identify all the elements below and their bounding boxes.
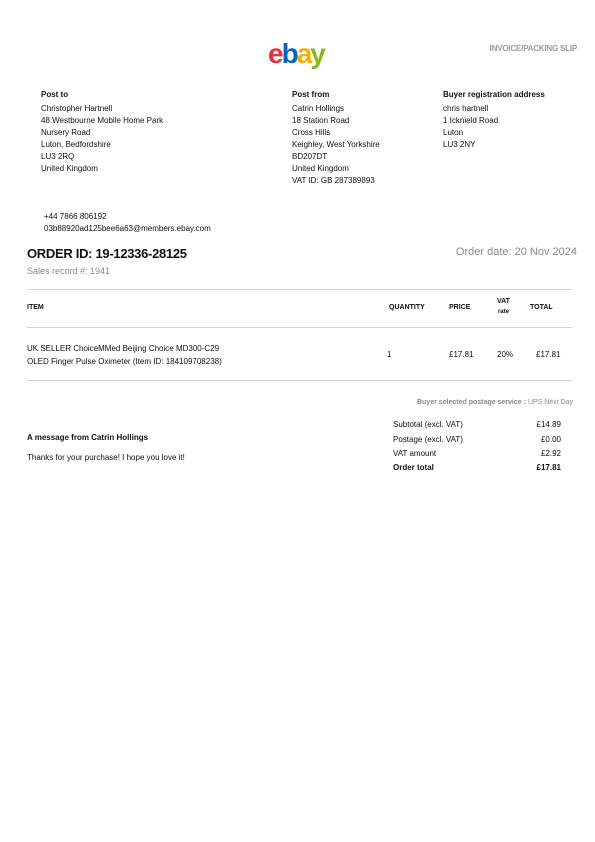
post-to-line: 48 Westbourne Mobile Home Park xyxy=(41,116,164,125)
column-header-vat-rate-line2: rate xyxy=(497,309,509,315)
table-header-divider xyxy=(27,327,572,328)
subtotal-row xyxy=(393,420,561,429)
sales-record: Sales record #: 1941 xyxy=(27,266,111,276)
vat-amount-label: VAT amount xyxy=(393,449,437,458)
post-from-line: Catrin Hollings xyxy=(292,104,345,113)
post-from-line: 18 Station Road xyxy=(292,116,350,125)
buyer-registration-line: chris hartnell xyxy=(443,104,489,113)
buyer-registration-line: Luton xyxy=(443,128,464,137)
item-total: £17.81 xyxy=(536,350,561,359)
postage-value: £0.00 xyxy=(540,435,561,444)
seller-message-heading: A message from Catrin Hollings xyxy=(27,433,149,442)
postage-row xyxy=(393,435,561,444)
order-id: ORDER ID: 19-12336-28125 xyxy=(27,246,187,261)
post-from-line: Cross Hills xyxy=(292,128,331,137)
table-top-divider xyxy=(27,289,572,290)
ebay-logo xyxy=(268,40,324,68)
order-total-label: Order total xyxy=(393,463,434,472)
postage-service-label: Buyer selected postage service : xyxy=(416,399,526,406)
document-type: INVOICE/PACKING SLIP xyxy=(489,44,577,53)
post-to-line: LU3 2RQ xyxy=(41,152,75,161)
post-to-line: Nursery Road xyxy=(41,128,91,137)
table-bottom-divider xyxy=(27,380,572,381)
buyer-registration-block xyxy=(443,89,545,151)
column-header-quantity: QUANTITY xyxy=(389,304,425,311)
post-from-heading: Post from xyxy=(292,90,330,99)
subtotal-value: £14.89 xyxy=(536,420,561,429)
post-to-heading: Post to xyxy=(41,90,69,99)
vat-amount-value: £2.92 xyxy=(540,449,561,458)
column-header-vat-rate xyxy=(497,297,510,317)
column-header-total: TOTAL xyxy=(530,304,553,311)
column-header-vat-rate-line1: VAT xyxy=(497,298,510,305)
buyer-phone: +44 7866 806192 xyxy=(44,212,107,221)
post-to-line: Luton, Bedfordshire xyxy=(41,140,111,149)
item-vat-rate: 20% xyxy=(497,350,514,359)
post-from-vat-id: VAT ID: GB 287389893 xyxy=(292,176,375,185)
logo-letter-a: a xyxy=(296,38,311,69)
column-header-item: ITEM xyxy=(27,304,44,311)
order-total-value: £17.81 xyxy=(536,463,561,472)
post-from-line: Keighley, West Yorkshire xyxy=(292,140,380,149)
order-date: Order date: 20 Nov 2024 xyxy=(455,246,577,258)
postage-service-value: UPS Next Day xyxy=(527,399,573,406)
post-from-line: United Kingdom xyxy=(292,164,349,173)
item-title-line1: UK SELLER ChoiceMMed Beijing Choice MD300-C29 xyxy=(27,344,220,353)
logo-letter-b: b xyxy=(281,38,297,69)
item-quantity: 1 xyxy=(387,350,392,359)
post-from-block xyxy=(292,89,380,187)
order-total-row xyxy=(393,463,561,472)
table-row-item xyxy=(27,342,222,368)
postage-service xyxy=(417,399,573,406)
item-price: £17.81 xyxy=(449,350,474,359)
buyer-registration-line: LU3 2NY xyxy=(443,140,476,149)
buyer-contact xyxy=(44,211,211,235)
buyer-registration-line: 1 Icknield Road xyxy=(443,116,499,125)
logo-letter-y: y xyxy=(310,38,324,69)
postage-label: Postage (excl. VAT) xyxy=(393,435,463,444)
post-to-line: Christopher Hartnell xyxy=(41,104,113,113)
post-to-line: United Kingdom xyxy=(41,164,98,173)
post-to-block xyxy=(41,89,163,175)
post-from-line: BD207DT xyxy=(292,152,328,161)
buyer-registration-heading: Buyer registration address xyxy=(443,90,545,99)
subtotal-label: Subtotal (excl. VAT) xyxy=(393,420,463,429)
item-title-line2: OLED Finger Pulse Oximeter (Item ID: 184109708238) xyxy=(27,357,222,366)
buyer-email: 03b88920ad125bee6a63@members.ebay.com xyxy=(44,224,211,233)
logo-letter-e: e xyxy=(268,38,282,69)
seller-message-body: Thanks for your purchase! I hope you love it! xyxy=(27,453,185,462)
vat-amount-row xyxy=(393,449,561,458)
column-header-price: PRICE xyxy=(449,304,471,311)
